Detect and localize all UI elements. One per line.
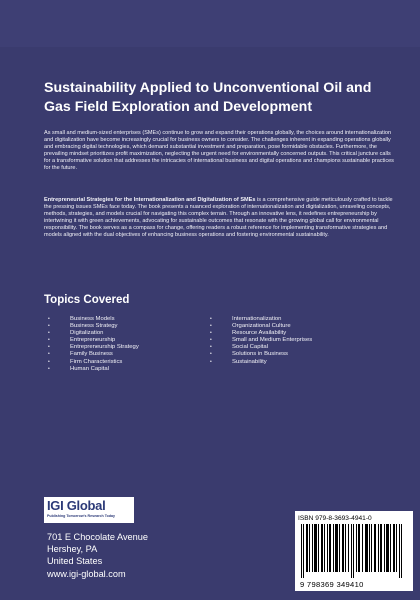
featured-book-title: Entrepreneurial Strategies for the Internationalization and Digitalization of SMEs (44, 197, 256, 203)
publisher-logo (44, 497, 134, 523)
publisher-logo-tagline: Publishing Tomorrow's Research Today (47, 514, 116, 518)
topic-item: • Business Models (48, 316, 139, 323)
address-line-2: Hershey, PA (47, 544, 98, 555)
topic-item: • Entrepreneurship Strategy (48, 344, 139, 351)
topic-item: • Social Capital (210, 344, 312, 351)
topic-item: • Organizational Culture (210, 323, 312, 330)
topic-item: • Digitalization (48, 330, 139, 337)
publisher-logo-name: IGI Global (47, 498, 106, 513)
publisher-address (47, 531, 148, 580)
topics-list-left (48, 316, 139, 373)
top-band (0, 0, 420, 47)
topic-item: • Family Business (48, 351, 139, 358)
barcode-digits: 9 798369 349410 (300, 580, 364, 589)
topic-item: • Internationalization (210, 316, 312, 323)
address-line-1: 701 E Chocolate Avenue (47, 532, 148, 542)
description-paragraph-2 (44, 197, 396, 240)
book-title: Sustainability Applied to Unconventional Oil and Gas Field Exploration and Development (44, 80, 372, 115)
description-paragraph-2-text: is a comprehensive guide meticulously crafted to tackle the pressing issues SMEs face today. The book presents a nuanced exploration of internationalization and digitalization, unraveling concepts, methods, strategies, and models crucial for navigating this complex terrain. Through an innovative lens, it redefines entrepreneurship by intertwining it with green achievements, advocating for sustainable outcomes that resonate with the growing global call for environmental responsibility. The book serves as a compass for change, offering readers a robust reference for implementing transformative strategies and models aligned with the dual objectives of enhancing business operations and fostering environmental sustainability. (44, 197, 393, 239)
address-line-3: United States (47, 556, 103, 567)
topic-item: • Resource Availability (210, 330, 312, 337)
barcode-icon (298, 524, 410, 582)
topic-item: • Firm Characteristics (48, 359, 139, 366)
barcode-panel (295, 511, 413, 591)
topic-item: • Human Capital (48, 366, 139, 373)
topics-list-right (210, 316, 312, 366)
topic-item: • Small and Medium Enterprises (210, 337, 312, 344)
topic-item: • Business Strategy (48, 323, 139, 330)
isbn-label: ISBN 979-8-3693-4941-0 (298, 515, 372, 522)
topics-heading: Topics Covered (44, 294, 130, 306)
publisher-website: www.igi-global.com (47, 568, 126, 579)
topic-item: • Sustainability (210, 359, 312, 366)
topic-item: • Entrepreneurship (48, 337, 139, 344)
topic-item: • Solutions in Business (210, 351, 312, 358)
description-paragraph-1: As small and medium-sized enterprises (SMEs) continue to grow and expand their operations globally, the choices around internationalization and digitalization have become increasingly crucial for business owners to consider. The challenges inherent in expanding operations globally and embracing digital technologies, which demand substantial investment and preparation, pose formidable obstacles. Furthermore, the prevailing mindset prioritizes profit maximization, neglecting the urgent need for environmentally concerned outputs. This critical juncture calls for a transformative solution that addresses the intricacies of international business and digital operations and champions sustainable practices for the future. (44, 130, 394, 172)
